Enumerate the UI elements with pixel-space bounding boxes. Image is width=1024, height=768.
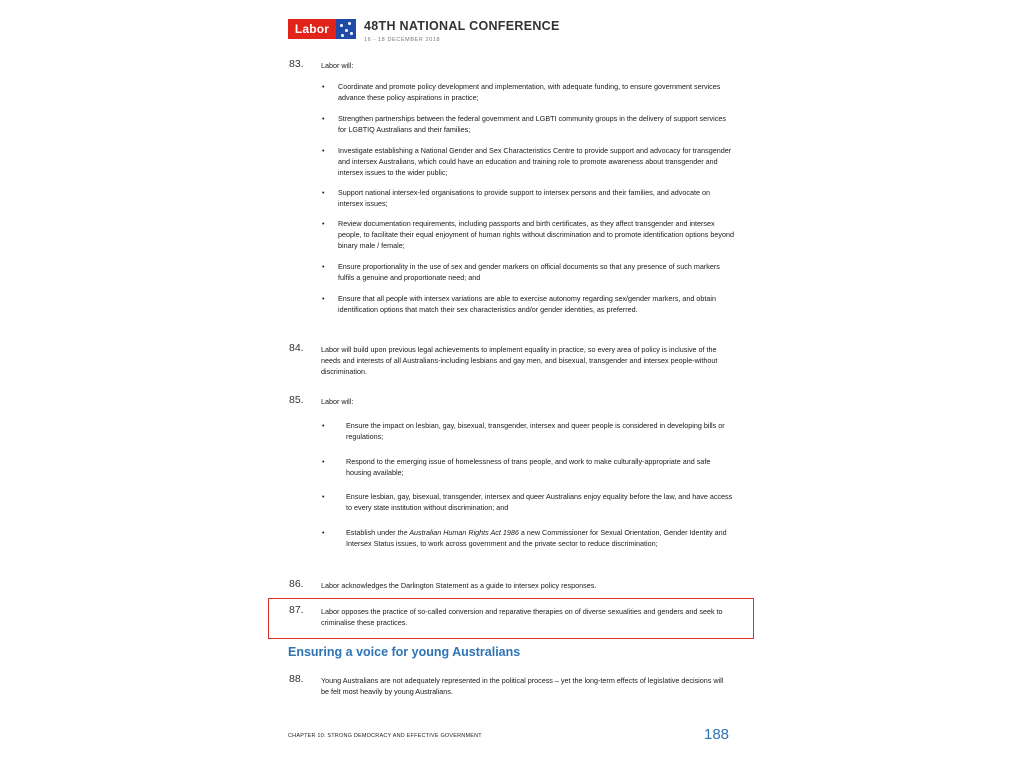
- document-page: Labor 48TH NATIONAL CONFERENCE 16 - 18 DECEMBER 2018 83. Labor will: • Coordinate and promote policy development and implementation, with adequate funding, to ensure government services advance these policy aspirations in practice; • Strengthen partnerships between the federal government and LGBTI community groups in the delivery of support services for LGBTIQ Australians and their families; • Investigate establishing a National Gender and Sex Characteristics Centre to provide support and advocacy for transgender and intersex Australians, which could have an education and training role to promote awareness about transgender and intersex issues to the wider public; • Support national intersex-led organisations to provide support to intersex persons and their families, and advocate on intersex issues; • Review documentation requirements, including passports and birth certificates, as they affect transgender and intersex people, to facilitate their equal enjoyment of human rights without discrimination and to promote identification options beyond binary male / female; • Ensure proportionality in the use of sex and gender markers on official documents so that any presence of such markers fulfils a genuine and proportionate need; and • Ensure that all people with intersex variations are able to exercise autonomy regarding sex/gender markers, and obtain identification options that match their sex characteristics and/or gender identities, as preferred. 84. Labor will build upon previous legal achievements to implement equality in practice, so every area of policy is inclusive of the needs and interests of all Australians-including lesbians and gay men, and bisexual, transgender and intersex people-without discrimination. 85. Labor will: • Ensure the impact on lesbian, gay, bisexual, transgender, intersex and queer people is considered in developing bills or regulations; • Respond to the emerging issue of homelessness of trans people, and work to make culturally-appropriate and safe housing available; • Ensure lesbian, gay, bisexual, transgender, intersex and queer Australians enjoy equality before the law, and have access to every state institution without discrimination; and • Establish under the Australian Human Rights Act 1986 a new Commissioner for Sexual Orientation, Gender Identity and Intersex Status issues, to work across government and the private sector to reduce discrimination; 86. Labor acknowledges the Darlington Statement as a guide to intersex policy responses. 87. Labor opposes the practice of so-called conversion and reparative therapies on of diverse sexualities and genders and seek to criminalise these practices. Ensuring a voice for young Australians 88. Young Australians are not adequately represented in the political process – yet the long-term effects of legislative decisions will be felt most heavily by young Australians. CHAPTER 10: STRONG DEMOCRACY AND EFFECTIVE GOVERNMENT 188: [0, 0, 1024, 768]
- conference-title: 48TH NATIONAL CONFERENCE: [364, 19, 560, 33]
- document-header: [288, 16, 748, 46]
- footer-chapter: CHAPTER 10: STRONG DEMOCRACY AND EFFECTIVE GOVERNMENT: [288, 733, 482, 739]
- paragraph-text: Labor will build upon previous legal achievements to implement equality in practice, so every area of policy is inclusive of the needs and interests of all Australians-including lesbians and gay men, and bisexual, transgender and intersex people-without discrimination.: [321, 345, 718, 376]
- paragraph-number: 86.: [289, 578, 304, 590]
- paragraph-text: Young Australians are not adequately represented in the political process – yet the long-term effects of legislative decisions will be felt most heavily by young Australians.: [321, 676, 724, 696]
- paragraph-number: 88.: [289, 673, 304, 685]
- paragraph-number: 85.: [289, 394, 304, 406]
- paragraph-text: Labor will:: [321, 61, 354, 70]
- labor-logo: Labor: [288, 19, 336, 39]
- paragraph-number: 83.: [289, 58, 304, 70]
- section-heading: Ensuring a voice for young Australians: [288, 645, 521, 659]
- paragraph-text: Labor will:: [321, 397, 354, 406]
- paragraph-number: 87.: [289, 604, 304, 616]
- paragraph-text: Labor acknowledges the Darlington Statement as a guide to intersex policy responses.: [321, 581, 597, 590]
- paragraph-number: 84.: [289, 342, 304, 354]
- paragraph-text: Labor opposes the practice of so-called conversion and reparative therapies on of diverse sexualities and genders and seek to criminalise these practices.: [321, 607, 723, 627]
- conference-dates: 16 - 18 DECEMBER 2018: [364, 37, 441, 43]
- southern-cross-flag-icon: [336, 19, 356, 39]
- page-number: 188: [704, 726, 730, 743]
- act-title: the Australian Human Rights Act 1986: [397, 528, 519, 537]
